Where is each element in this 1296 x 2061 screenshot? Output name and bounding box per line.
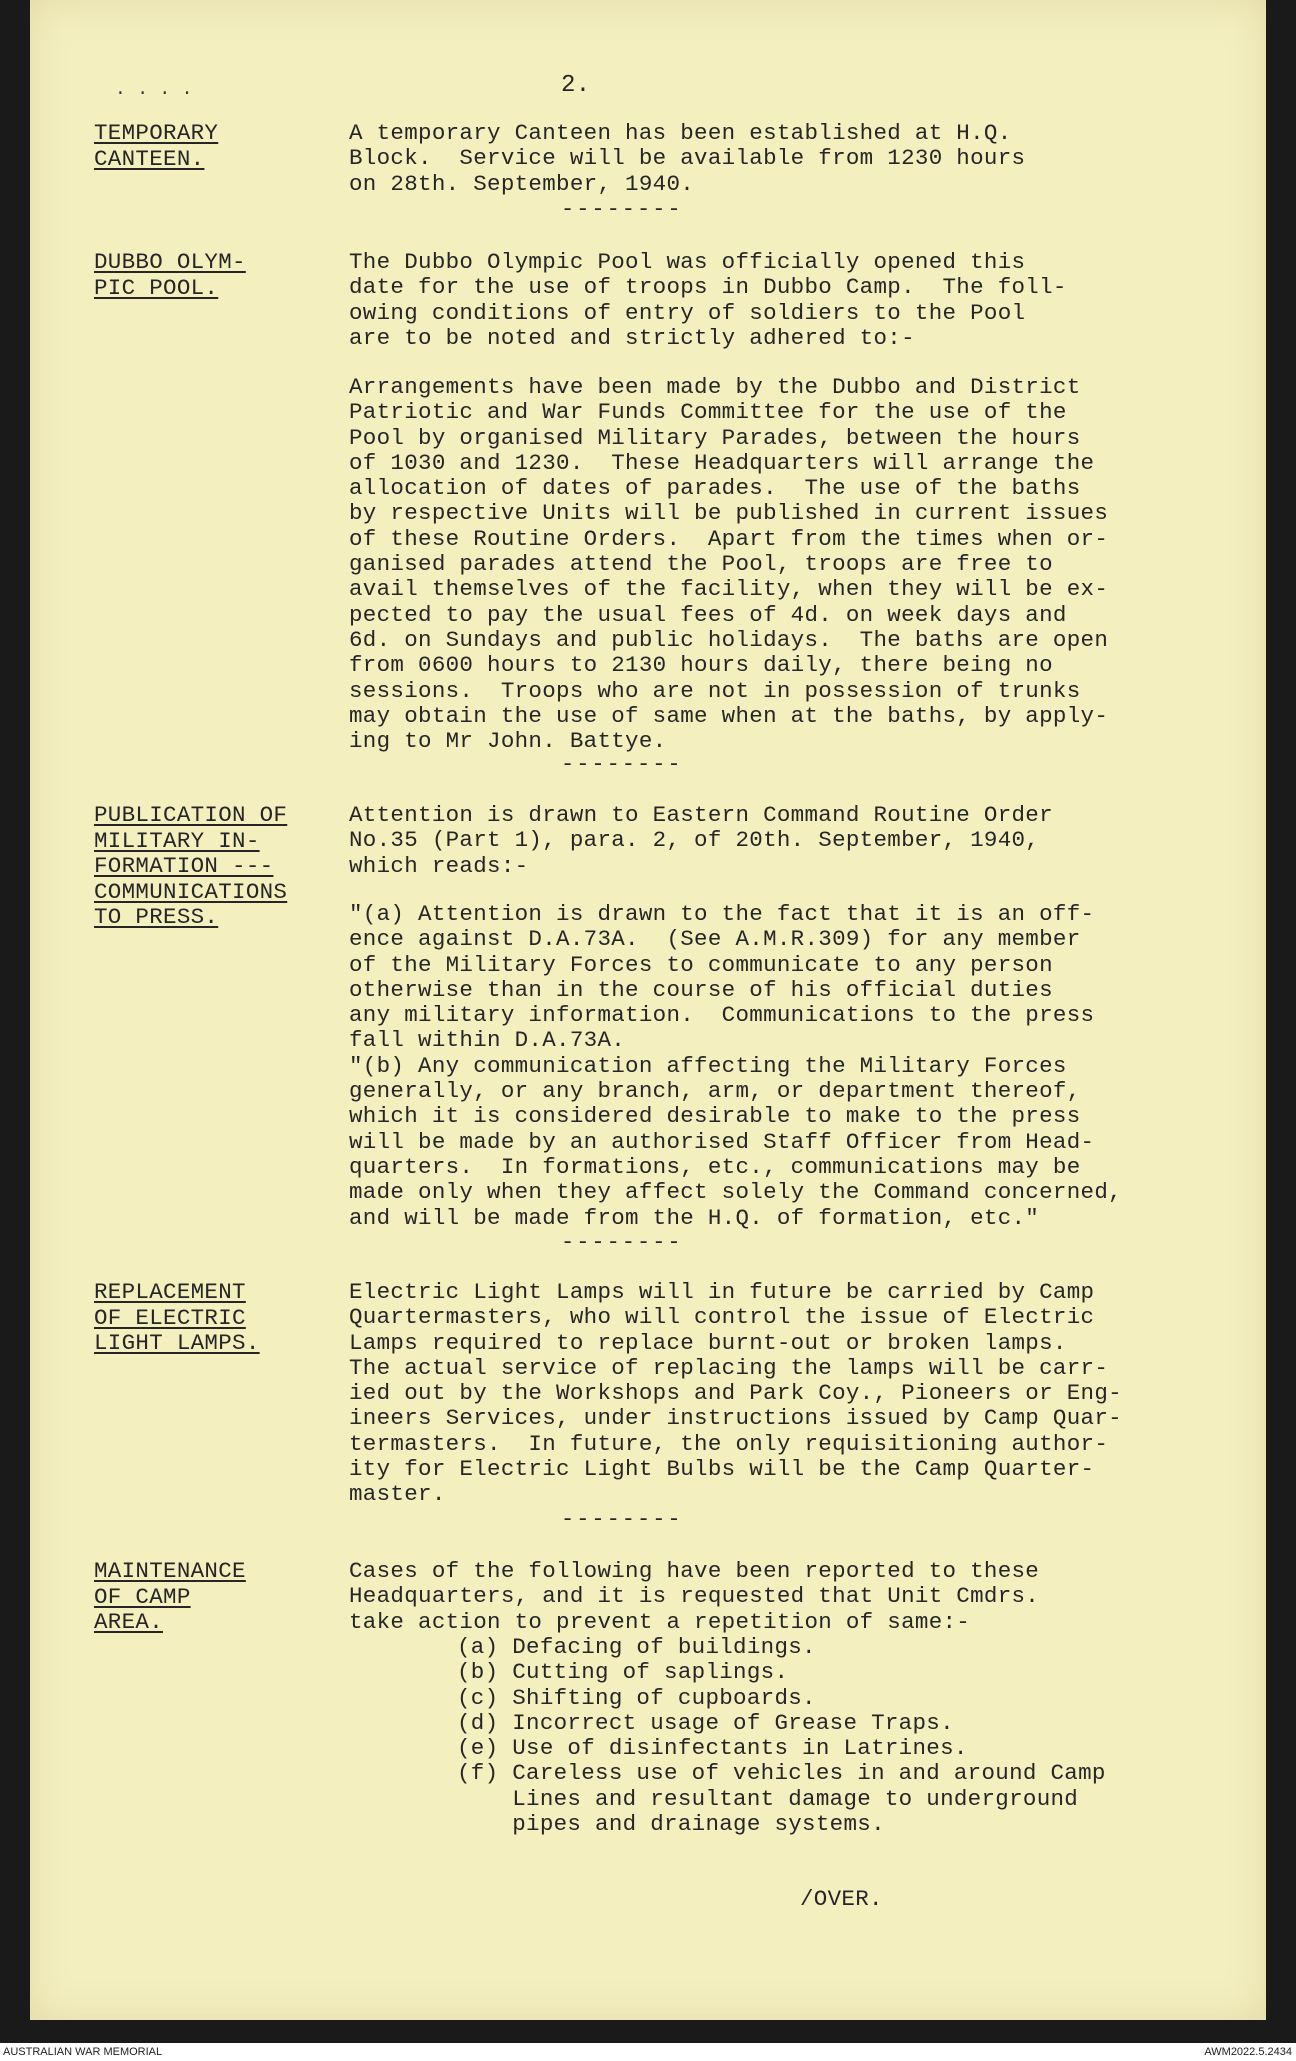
paragraph-dubbo-pool-conditions: The Dubbo Olympic Pool was officially opened this date for the use of troops in Dubbo Camp. The foll- owing conditions of entry of soldiers to the Pool are to be noted and strictly adhered to:- [349, 249, 1067, 351]
footer-bar [0, 2043, 1296, 2061]
list-item: (a) Defacing of buildings. [457, 1634, 816, 1660]
list-item: Lines and resultant damage to underground [457, 1785, 1079, 1812]
heading-temporary-canteen: TEMPORARY CANTEEN. [94, 120, 219, 172]
section-divider: -------- [561, 1230, 683, 1255]
over-marker: /OVER. [800, 1886, 883, 1912]
footer-reference: AWM2022.5.2434 [1204, 2046, 1292, 2058]
list-item: (d) Incorrect usage of Grease Traps. [457, 1709, 954, 1736]
section-divider: -------- [561, 1507, 683, 1532]
footer-source: AUSTRALIAN WAR MEMORIAL [3, 2046, 163, 2058]
paragraph-replacement-electric-lamps: Electric Light Lamps will in future be carried by Camp Quartermasters, who will control the issue of Electric Lamps required to replace burnt-out or broken lamps. The actual service of replacing the lamps will be carr- ied out by the Workshops and Park Coy., Pioneers or Eng- ineers Services, under instructions issued by Camp Quar- termasters. In future, the only requisitioning author- ity for Electric Light Bulbs will be the Camp Quarter- master. [349, 1279, 1122, 1508]
section-divider: -------- [561, 752, 683, 777]
paragraph-publication-attention: Attention is drawn to Eastern Command Routine Order No.35 (Part 1), para. 2, of 20th. September, 1940, which reads:- [349, 802, 1053, 879]
paragraph-dubbo-pool-arrangements: Arrangements have been made by the Dubbo and District Patriotic and War Funds Committee for the use of the Pool by organised Military Parades, between the hours of 1030 and 1230. These Headquarters will arrange the allocation of dates of parades. The use of the baths by respective Units will be published in current issues of these Routine Orders. Apart from the times when or- ganised parades attend the Pool, troops are free to avail themselves of the facility, when they will be ex- pected to pay the usual fees of 4d. on week days and 6d. on Sundays and public holidays. The baths are open from 0600 hours to 2130 hours daily, there being no sessions. Troops who are not in possession of trunks may obtain the use of same when at the baths, by apply- ing to Mr John. Battye. [349, 374, 1109, 755]
paragraph-maintenance-camp-area: Cases of the following have been reported to these Headquarters, and it is requested that Unit Cmdrs. take action to prevent a repetition of same:- [349, 1558, 1040, 1635]
heading-maintenance-camp-area: MAINTENANCE OF CAMP AREA. [94, 1558, 246, 1635]
heading-dubbo-olympic-pool: DUBBO OLYM- PIC POOL. [94, 249, 246, 301]
paragraph-temporary-canteen: A temporary Canteen has been established at H.Q. Block. Service will be available from 1230 hours on 28th. September, 1940. [349, 120, 1026, 197]
list-item: (f) Careless use of vehicles in and around Camp [457, 1760, 1106, 1787]
page-number: 2. [561, 72, 591, 99]
heading-publication-military-information: PUBLICATION OF MILITARY IN- FORMATION --- COMMUNICATIONS TO PRESS. [94, 802, 288, 930]
list-item: (e) Use of disinfectants in Latrines. [457, 1735, 968, 1762]
list-item: pipes and drainage systems. [457, 1811, 885, 1838]
paragraph-publication-quote: "(a) Attention is drawn to the fact that it is an off- ence against D.A.73A. (See A.M.R.309) for any member of the Military Forces to communicate to any person otherwise than in the course of his official duties any military information. Communications to the press fall within D.A.73A. "(b) Any communication affecting the Military Forces generally, or any branch, arm, or department thereof, which it is considered desirable to make to the press will be made by an authorised Staff Officer from Head- quarters. In formations, etc., communications may be made only when they affect solely the Command concerned, and will be made from the H.Q. of formation, etc." [349, 901, 1122, 1231]
section-divider: -------- [561, 197, 683, 222]
heading-replacement-electric-lamps: REPLACEMENT OF ELECTRIC LIGHT LAMPS. [94, 1279, 260, 1356]
maintenance-issue-list [457, 1635, 1106, 1837]
list-item: (c) Shifting of cupboards. [457, 1684, 816, 1711]
list-item: (b) Cutting of saplings. [457, 1659, 789, 1686]
corner-mark: · · · · [115, 84, 193, 104]
